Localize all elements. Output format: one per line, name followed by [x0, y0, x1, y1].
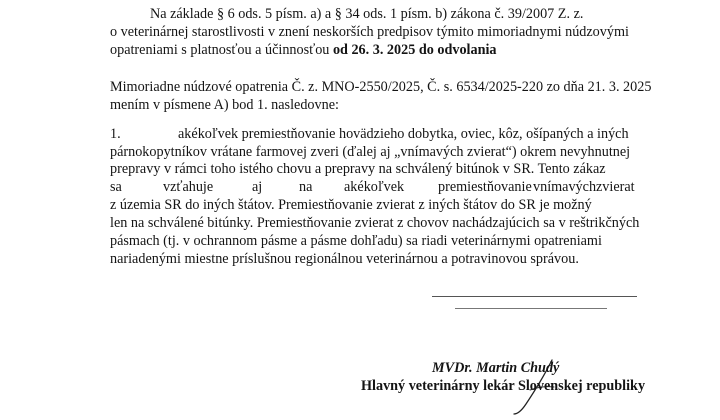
item-line-3: prepravy v rámci toho istého chovu a prepravy na schválený bitúnok v SR. Tento zákaz	[110, 161, 606, 177]
legal-basis-line-2: o veterinárnej starostlivosti v znení neskorších predpisov týmito mimoriadnymi núdzovými	[110, 24, 629, 40]
item-line-6: len na schválené bitúnky. Premiestňovanie zvierat z chovov nachádzajúcich sa v reštrikčných	[110, 215, 640, 231]
item-line-4-word: vzťahuje	[163, 179, 214, 195]
item-line-4-word: aj	[252, 179, 263, 195]
signature-rule	[455, 308, 607, 309]
amendment-line-2: mením v písmene A) bod 1. nasledovne:	[110, 97, 339, 113]
item-line-4-word: vnímavých	[533, 179, 597, 195]
item-line-5: z územia SR do iných štátov. Premiestňovanie zvierat z iných štátov do SR je možný	[110, 197, 592, 213]
item-line-4-word: akékoľvek	[344, 179, 405, 195]
item-line-2: párnokopytníkov vrátane farmovej zveri (ďalej aj „vnímavých zvierat“) okrem nevyhnutnej	[110, 144, 631, 160]
item-line-4-word: na	[299, 179, 313, 195]
item-line-4-word: premiestňovanie	[438, 179, 532, 195]
legal-basis-line-3	[110, 41, 497, 59]
signatory-title: Hlavný veterinárny lekár Slovenskej republiky	[361, 378, 646, 394]
signature-rule	[432, 296, 637, 297]
item-number: 1.	[110, 126, 121, 142]
item-line-4-word: sa	[110, 179, 122, 195]
amendment-line-1: Mimoriadne núdzové opatrenia Č. z. MNO-2550/2025, Č. s. 6534/2025-220 zo dňa 21. 3. 2025	[110, 79, 652, 95]
signatory-name: MVDr. Martin Chudý	[432, 360, 560, 376]
legal-basis-line-1: Na základe § 6 ods. 5 písm. a) a § 34 ods. 1 písm. b) zákona č. 39/2007 Z. z.	[150, 6, 584, 22]
item-line-1: akékoľvek premiestňovanie hovädzieho dobytka, oviec, kôz, ošípaných a iných	[178, 126, 629, 142]
item-line-7: pásmach (tj. v ochrannom pásme a pásme dohľadu) sa riadi veterinárnymi opatreniami	[110, 233, 602, 249]
item-line-8: nariadenými miestne príslušnou regionálnou veterinárnou a potravinovou správou.	[110, 251, 579, 267]
validity-date: od 26. 3. 2025 do odvolania	[332, 42, 497, 58]
item-line-4-word: zvierat	[596, 179, 635, 195]
validity-text: opatreniami s platnosťou a účinnosťou	[110, 42, 333, 58]
